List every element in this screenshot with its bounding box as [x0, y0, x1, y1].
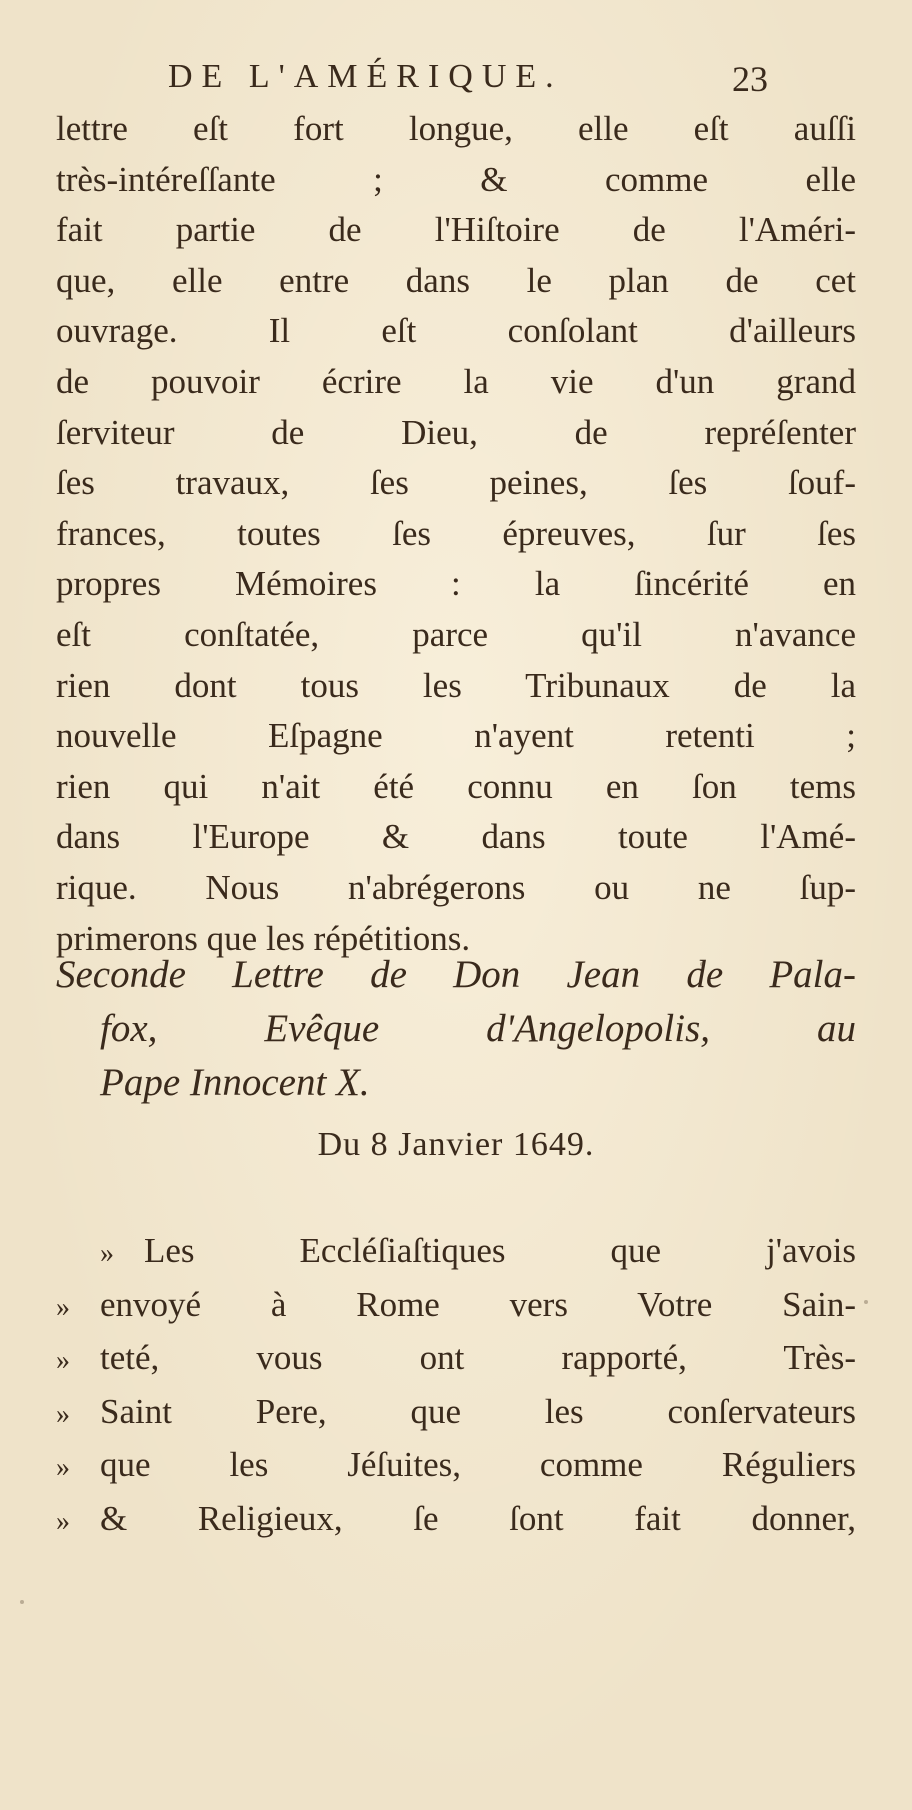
quoted-line — [56, 1387, 856, 1441]
quote-mark: » — [56, 1291, 70, 1323]
quoted-line-text: que les Jéſuites, comme Réguliers — [100, 1445, 856, 1485]
letter-title-line: fox, Evêque d'Angelopolis, au — [100, 1007, 856, 1050]
text-line: primerons que les répétitions. — [56, 918, 471, 958]
quoted-line — [56, 1440, 856, 1494]
text-line: de pouvoir écrire la vie d'un grand — [56, 361, 856, 401]
quote-mark: » — [56, 1452, 70, 1484]
quote-mark: » — [56, 1345, 70, 1377]
quoted-line-text: envoyé à Rome vers Votre Sain- — [100, 1284, 856, 1324]
quote-mark: » — [56, 1398, 70, 1430]
page-header — [168, 58, 768, 108]
quote-mark: » — [56, 1505, 70, 1537]
text-line: frances, toutes ſes épreuves, ſur ſes — [56, 513, 856, 553]
quoted-line-text: Saint Pere, que les conſervateurs — [100, 1391, 856, 1431]
text-line: rien qui n'ait été connu en ſon tems — [56, 766, 856, 806]
text-line: propres Mémoires : la ſincérité en — [56, 564, 856, 604]
paper-speck — [864, 1300, 868, 1304]
quoted-line — [56, 1226, 856, 1280]
text-line: ſes travaux, ſes peines, ſes ſouf- — [56, 463, 856, 503]
quoted-line — [56, 1494, 856, 1548]
text-line: lettre eſt fort longue, elle eſt auſſi — [56, 109, 856, 148]
quote-mark: » — [100, 1238, 114, 1269]
body-paragraph — [56, 104, 856, 964]
text-line: dans l'Europe & dans toute l'Amé- — [56, 817, 856, 857]
text-line: que, elle entre dans le plan de cet — [56, 260, 856, 300]
paper-speck — [700, 962, 704, 966]
running-head: DE L'AMÉRIQUE. — [168, 58, 563, 95]
letter-title — [56, 948, 856, 1110]
text-line: très-intéreſſante ; & comme elle — [56, 159, 856, 199]
letter-date: Du 8 Janvier 1649. — [317, 1126, 595, 1163]
letter-title-line: Pape Innocent X. — [100, 1061, 370, 1104]
quoted-line-text: Les Eccléſiaſtiques que j'avois — [144, 1231, 856, 1270]
text-line: eſt conſtatée, parce qu'il n'avance — [56, 614, 856, 654]
letter-title-line: Seconde Lettre de Don Jean de Pala- — [56, 953, 856, 996]
text-line: fait partie de l'Hiſtoire de l'Améri- — [56, 210, 856, 250]
paper-speck — [20, 1600, 24, 1604]
page-number: 23 — [732, 59, 768, 99]
text-line: rien dont tous les Tribunaux de la — [56, 665, 856, 705]
quoted-line-text: & Religieux, ſe ſont fait donner, — [100, 1498, 856, 1538]
quoted-line — [56, 1280, 856, 1334]
text-line: ſerviteur de Dieu, de repréſenter — [56, 412, 856, 452]
quoted-line-text: teté, vous ont rapporté, Très- — [100, 1338, 856, 1378]
text-line: nouvelle Eſpagne n'ayent retenti ; — [56, 716, 856, 756]
quoted-line — [56, 1333, 856, 1387]
letter-body — [56, 1226, 856, 1548]
text-line: ouvrage. Il eſt conſolant d'ailleurs — [56, 311, 856, 351]
text-line: rique. Nous n'abrégerons ou ne ſup- — [56, 867, 856, 907]
